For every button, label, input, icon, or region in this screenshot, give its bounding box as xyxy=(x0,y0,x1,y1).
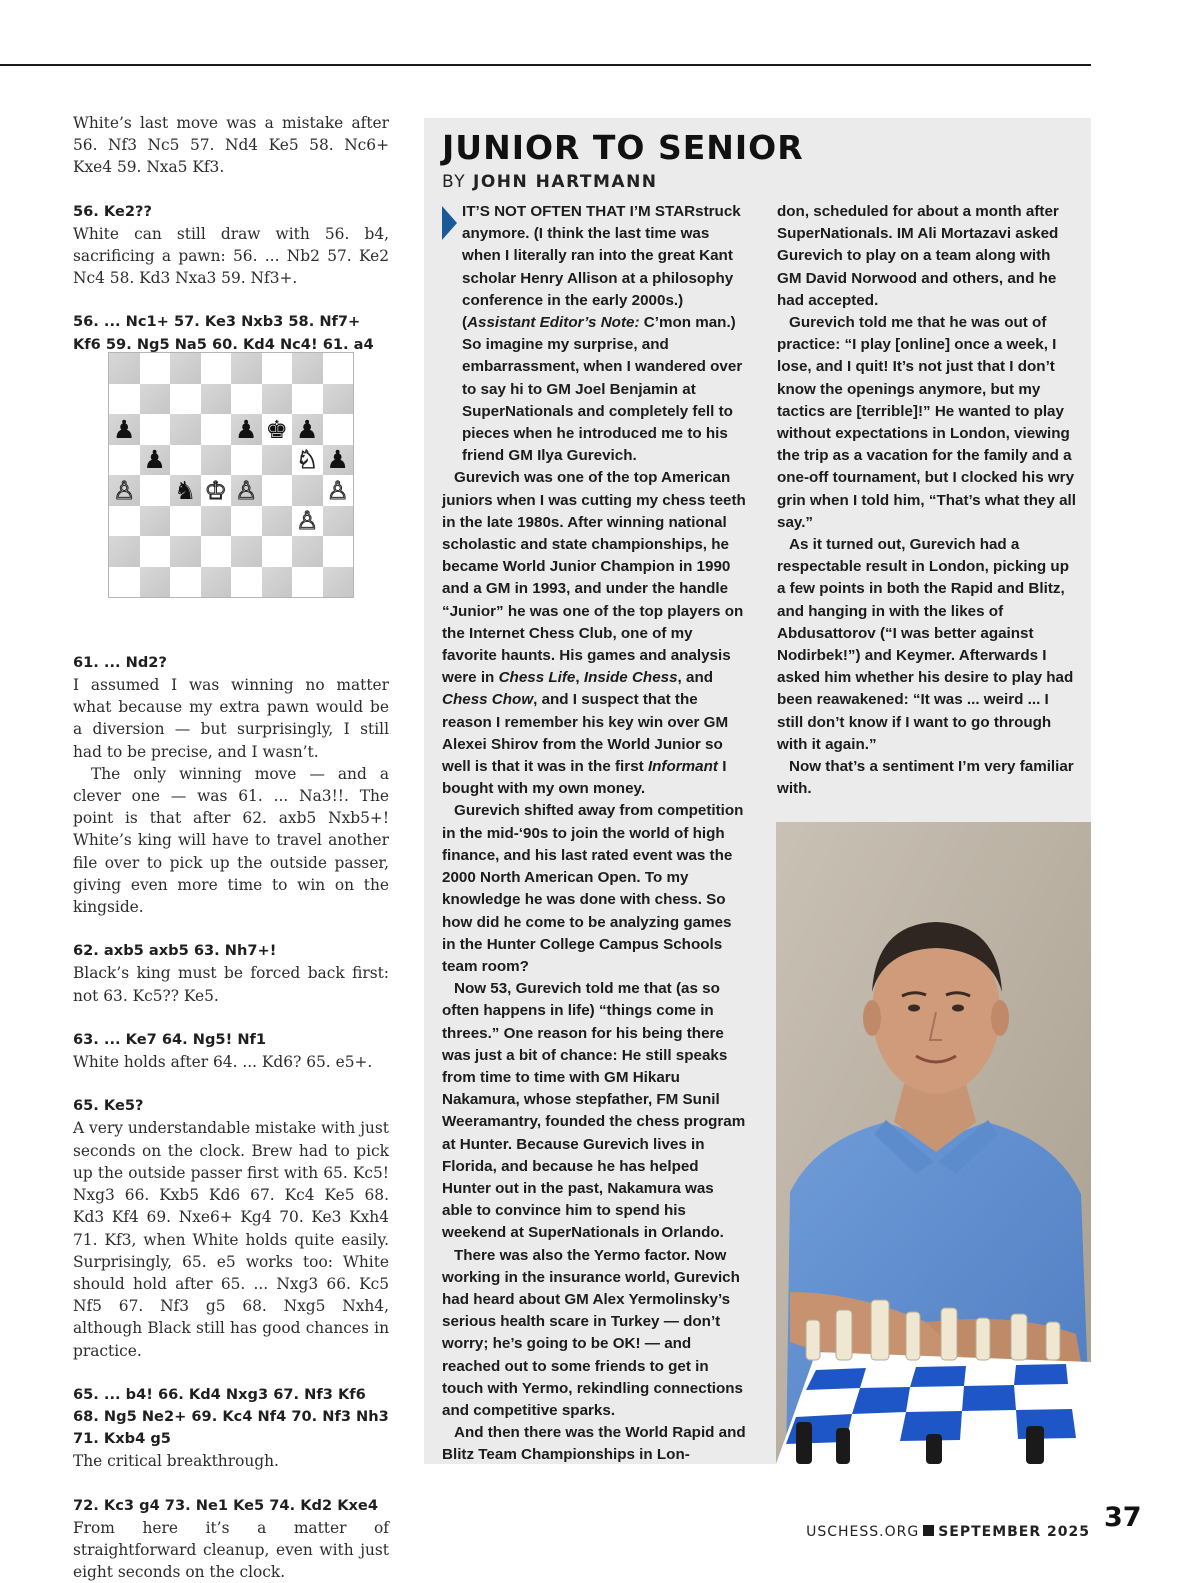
chess-piece-bp-icon: ♟ xyxy=(235,414,258,444)
chess-piece-bn-icon: ♞ xyxy=(174,475,197,505)
board-square xyxy=(140,445,171,476)
board-square xyxy=(170,536,201,567)
board-square xyxy=(323,353,354,384)
chess-piece-bp-icon: ♟ xyxy=(143,445,166,475)
page-footer xyxy=(806,1524,1090,1540)
move-comment: The critical breakthrough. xyxy=(73,1452,279,1471)
paragraph: don, scheduled for about a month after SuperNationals. IM Ali Mortazavi asked Gurevich to play on a team along with GM David Norwood and others, and he had accepted. xyxy=(777,203,1059,309)
chess-piece-bp-icon: ♟ xyxy=(326,445,349,475)
paragraph: IT’S NOT OFTEN THAT I’M STARstruck anymore. (I think the last time was when I literally ran into the great Kant scholar Henry Allison at a philosophy conference in the early 2000s.) (Assistant Editor’s Note: C’mon man.) So imagine my surprise, and embarrassment, when I wandered over to say hi to GM Joel Benjamin at SuperNationals and completely fell to pieces when he introduced me to his friend GM Ilya Gurevich. xyxy=(462,203,743,465)
move-heading: 62. axb5 axb5 63. Nh7+! xyxy=(73,942,277,960)
chess-piece-bp-icon: ♟ xyxy=(113,414,136,444)
chess-piece-wk-icon: ♔ xyxy=(204,475,227,505)
paragraph: Gurevich was one of the top American juniors when I was cutting my chess teeth in the late 1980s. After winning national scholastic and state championships, he became World Junior Champion in 1990 and a GM in 1993, and under the handle “Junior” he was one of the top players on the Internet Chess Club, one of my favorite haunts. His games and analysis were in Chess Life, Inside Chess, and Chess Chow, and I suspect that the reason I remember his key win over GM Alexei Shirov from the World Junior so well is that it was in the first Informant I bought with my own money. xyxy=(442,469,746,798)
board-square xyxy=(262,536,293,567)
chess-piece-bp-icon: ♟ xyxy=(296,414,319,444)
board-square xyxy=(201,445,232,476)
chess-piece-wp-icon: ♙ xyxy=(235,475,258,505)
board-square xyxy=(231,414,262,445)
byline-author: JOHN HARTMANN xyxy=(473,172,658,192)
paragraph: There was also the Yermo factor. Now working in the insurance world, Gurevich had heard about GM Alex Yermolinsky’s serious health scare in Turkey — don’t worry; he’s going to be OK! — and reached out to some friends to get in touch with Yermo, rekindling connections and competitive sparks. xyxy=(442,1246,743,1419)
move-comment: White can still draw with 56. b4, sacrificing a pawn: 56. ... Nb2 57. Ke2 Nc4 58. Kd3 Nxa3 59. Nf3+. xyxy=(73,224,389,288)
paragraph: As it turned out, Gurevich had a respectable result in London, picking up a few points in both the Rapid and Blitz, and hanging in with the likes of Abdusattorov (“I was better against Nodirbek!”) and Keymer. Afterwards I asked him whether his desire to play had been reawakened: “It was ... weird ... I still don’t know if I want to go through with it again.” xyxy=(777,536,1074,753)
board-square xyxy=(170,506,201,537)
board-square xyxy=(323,475,354,506)
move-heading: 72. Kc3 g4 73. Ne1 Ke5 74. Kd2 Kxe4 xyxy=(73,1496,378,1514)
footer-issue: SEPTEMBER 2025 xyxy=(938,1524,1090,1540)
board-square xyxy=(201,384,232,415)
board-square xyxy=(292,567,323,598)
board-square xyxy=(170,475,201,506)
board-square xyxy=(140,536,171,567)
sidebar-column-b xyxy=(777,201,1077,800)
chess-piece-wp-icon: ♙ xyxy=(113,475,136,505)
paragraph: Gurevich shifted away from competition in the mid-‘90s to join the world of high finance, and his last rated event was the 2000 North American Open. To my knowledge he was done with chess. So how did he come to be analyzing games in the Hunter College Campus Schools team room? xyxy=(442,802,744,975)
board-square xyxy=(292,536,323,567)
sidebar-column-a xyxy=(442,201,748,1467)
board-square xyxy=(109,414,140,445)
board-square xyxy=(170,567,201,598)
board-square xyxy=(292,353,323,384)
page-number: 37 xyxy=(1104,1502,1142,1533)
chess-piece-wp-icon: ♙ xyxy=(326,475,349,505)
board-square xyxy=(140,475,171,506)
board-square xyxy=(140,567,171,598)
move-heading: 63. ... Ke7 64. Ng5! Nf1 xyxy=(73,1030,267,1048)
board-square xyxy=(231,445,262,476)
paragraph: Gurevich told me that he was out of practice: “I play [online] once a week, I lose, and I quit! It’s not just that I don’t know the openings anymore, but my tactics are [terrible]!” He wanted to play without expectations in London, viewing the trip as a vacation for the family and a one-off tournament, but I clocked his wry grin when I told him, “That’s what they all say.” xyxy=(777,314,1076,531)
board-square xyxy=(140,414,171,445)
move-heading: 56. Ke2?? xyxy=(73,202,152,220)
board-square xyxy=(292,384,323,415)
move-heading: 65. ... b4! 66. Kd4 Nxg3 67. Nf3 Kf6 68. Ng5 Ne2+ 69. Kc4 Nf4 70. Nf3 Nh3 71. Kxb4 g5 xyxy=(73,1385,389,1448)
portrait-photo xyxy=(776,822,1091,1464)
paragraph: Now 53, Gurevich told me that (as so often happens in life) “things come in threes.” One reason for his being there was just a bit of chance: He still speaks from time to time with GM Hikaru Nakamura, whose stepfather, FM Sunil Weeramantry, founded the chess program at Hunter. Because Gurevich lives in Florida, and because he has helped Hunter out in the past, Nakamura was able to convince him to spend his weekend at SuperNationals in Orlando. xyxy=(442,980,746,1242)
board-square xyxy=(262,506,293,537)
board-square xyxy=(109,475,140,506)
byline-by: BY xyxy=(442,172,467,192)
left-column xyxy=(73,112,389,1583)
move-heading: 56. ... Nc1+ 57. Ke3 Nxb3 58. Nf7+ Kf6 59. Ng5 Na5 60. Kd4 Nc4! 61. a4 xyxy=(73,313,374,353)
footer-site: USCHESS.ORG xyxy=(806,1524,920,1540)
board-square xyxy=(201,414,232,445)
chess-diagram xyxy=(108,352,354,598)
board-square xyxy=(292,414,323,445)
chess-piece-wp-icon: ♙ xyxy=(296,506,319,536)
board-square xyxy=(109,567,140,598)
board-square xyxy=(292,506,323,537)
board-square xyxy=(231,536,262,567)
intro-text: White’s last move was a mistake after 56. Nf3 Nc5 57. Nd4 Ke5 58. Nc6+ Kxe4 59. Nxa5 Kf3. xyxy=(73,114,389,177)
board-square xyxy=(170,353,201,384)
chess-piece-wn-icon: ♘ xyxy=(296,445,319,475)
board-square xyxy=(323,567,354,598)
move-comment: White holds after 64. ... Kd6? 65. e5+. xyxy=(73,1053,373,1072)
board-square xyxy=(323,414,354,445)
board-square xyxy=(109,384,140,415)
board-square xyxy=(231,506,262,537)
board-square xyxy=(262,475,293,506)
move-comment: The only winning move — and a clever one — was 61. ... Na3!!. The point is that after 62. axb5 Nxb5+! White’s king will have to travel another file over to pick up the outside passer, giving even more time to win on the kingside. xyxy=(73,764,389,917)
board-square xyxy=(323,506,354,537)
move-comment: Black’s king must be forced back first: not 63. Kc5?? Ke5. xyxy=(73,964,389,1005)
board-square xyxy=(109,445,140,476)
square-bullet-icon xyxy=(923,1525,934,1536)
board-square xyxy=(170,445,201,476)
board-square xyxy=(323,536,354,567)
board-square xyxy=(201,536,232,567)
board-square xyxy=(109,353,140,384)
board-square xyxy=(140,384,171,415)
board-square xyxy=(170,384,201,415)
board-square xyxy=(201,353,232,384)
board-square xyxy=(292,475,323,506)
board-square xyxy=(323,445,354,476)
paragraph: And then there was the World Rapid and Blitz Team Championships in Lon- xyxy=(442,1424,746,1464)
chess-piece-bk-icon: ♚ xyxy=(265,414,288,444)
board-square xyxy=(231,475,262,506)
board-square xyxy=(262,414,293,445)
top-rule xyxy=(0,64,1091,66)
board-square xyxy=(201,567,232,598)
board-square xyxy=(231,567,262,598)
board-square xyxy=(140,353,171,384)
portrait-illustration xyxy=(776,822,1091,1464)
board-square xyxy=(262,384,293,415)
move-heading: 65. Ke5? xyxy=(73,1097,144,1115)
sidebar-title: JUNIOR TO SENIOR xyxy=(442,128,804,167)
board-square xyxy=(262,445,293,476)
board-square xyxy=(109,536,140,567)
move-comment: I assumed I was winning no matter what because my extra pawn would be a diversion — but surprisingly, I still had to be precise, and I wasn’t. xyxy=(73,676,389,761)
board-square xyxy=(170,414,201,445)
board-square xyxy=(140,506,171,537)
board-square xyxy=(231,353,262,384)
move-comment: From here it’s a matter of straightforward cleanup, even with just eight seconds on the clock. xyxy=(73,1518,389,1582)
paragraph: Now that’s a sentiment I’m very familiar with. xyxy=(777,758,1074,798)
move-heading: 61. ... Nd2? xyxy=(73,653,167,671)
move-comment: A very understandable mistake with just seconds on the clock. Brew had to pick up the outside passer first with 65. Kc5! Nxg3 66. Kxb5 Kd6 67. Kc4 Ke5 68. Kd3 Kf4 69. Nxe6+ Kg4 70. Ke3 Kxh4 71. Kf3, when White holds quite easily. Surprisingly, 65. e5 works too: White should hold after 65. ... Nxg3 66. Kc5 Nf5 67. Nf3 g5 68. Nxg5 Nxh4, although Black still has good chances in practice. xyxy=(73,1119,389,1360)
board-square xyxy=(262,353,293,384)
board-square xyxy=(231,384,262,415)
board-square xyxy=(201,506,232,537)
board-square xyxy=(292,445,323,476)
board-square xyxy=(201,475,232,506)
board-square xyxy=(323,384,354,415)
board-square xyxy=(109,506,140,537)
byline xyxy=(442,172,658,192)
board-square xyxy=(262,567,293,598)
